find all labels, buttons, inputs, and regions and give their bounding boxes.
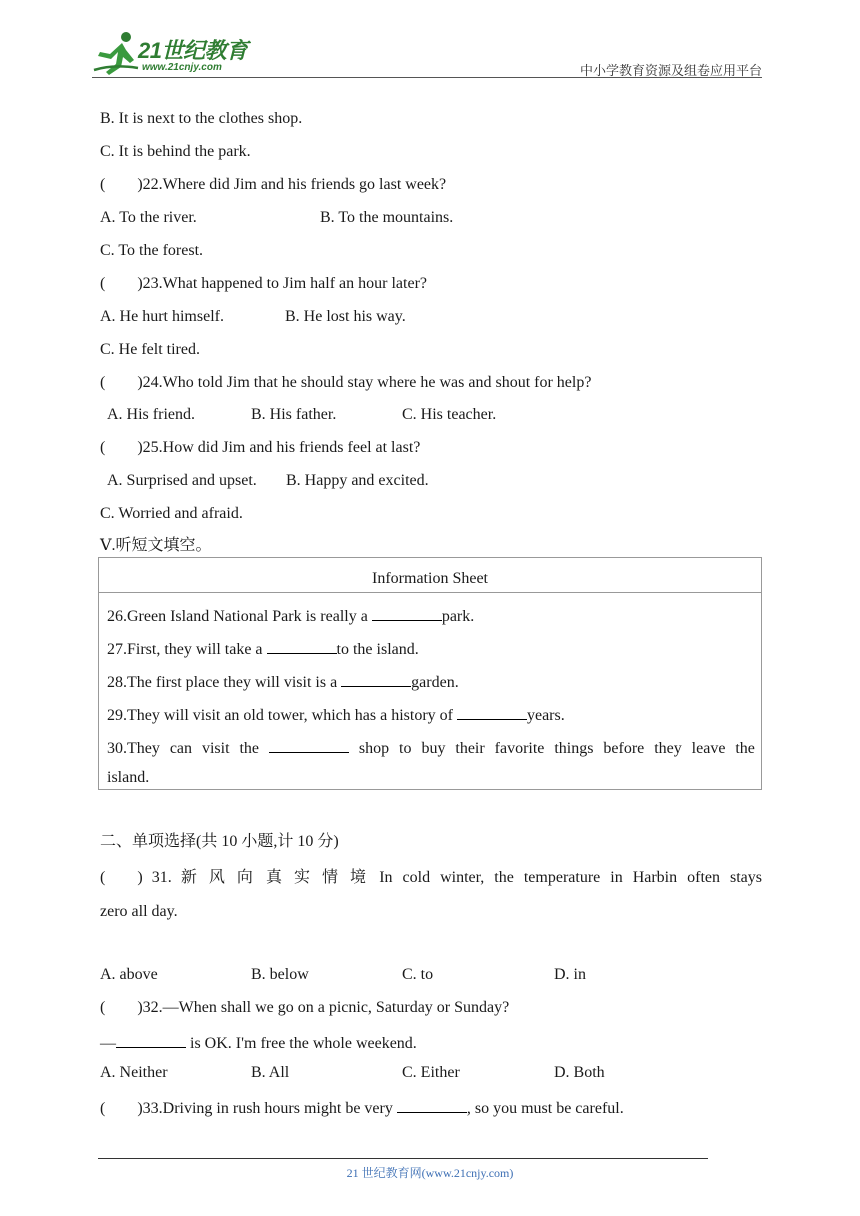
q22-option-a: A. To the river.: [100, 209, 197, 226]
section-5-title: Ⅴ.听短文填空。: [100, 537, 212, 554]
info-30-word: visit: [201, 740, 230, 757]
q31-text-2: zero all day.: [100, 903, 178, 920]
q22-question: [100, 175, 446, 195]
q21-option-b: B. It is next to the clothes shop.: [100, 110, 303, 127]
info-30-word: things: [554, 740, 594, 757]
answer-paren: ( ): [100, 374, 143, 391]
q32-response: [100, 1031, 417, 1054]
q32-response-text: is OK. I'm free the whole weekend.: [186, 1035, 417, 1052]
q25-option-a: A. Surprised and upset.: [107, 472, 257, 489]
info-30-word: to: [399, 740, 412, 757]
info-27-tail: to the island.: [336, 641, 419, 658]
q24-option-b: B. His father.: [251, 406, 337, 423]
blank-29[interactable]: [457, 703, 527, 720]
q24-option-c: C. His teacher.: [402, 406, 497, 423]
q23-option-c: C. He felt tired.: [100, 341, 200, 358]
info-30-word: can: [169, 740, 193, 757]
info-item-30-end: island.: [107, 769, 150, 786]
info-26-text: 26.Green Island National Park is really a: [107, 608, 372, 625]
q32-option-d: D. Both: [554, 1064, 605, 1081]
info-30-word: leave: [691, 740, 726, 757]
q25-option-b: B. Happy and excited.: [286, 472, 429, 489]
q23-option-b: B. He lost his way.: [285, 308, 406, 325]
info-item-28: [107, 670, 459, 693]
blank-30[interactable]: [269, 736, 349, 753]
page-header: [92, 30, 762, 78]
info-30-word: shop: [358, 740, 390, 757]
info-item-29: [107, 703, 565, 726]
footer-text: 21 世纪教育网(www.21cnjy.com): [346, 1166, 514, 1180]
info-30-word: buy: [421, 740, 446, 757]
q31-text-1: In cold winter, the temperature in Harbin often stays: [379, 869, 762, 886]
q32-dash: —: [100, 1035, 116, 1052]
header-divider: [92, 77, 762, 78]
info-27-text: 27.First, they will take a: [107, 641, 267, 658]
q21-option-c: C. It is behind the park.: [100, 143, 251, 160]
blank-28[interactable]: [341, 670, 411, 687]
q31-question: [100, 868, 762, 888]
info-29-tail: years.: [526, 707, 565, 724]
info-30-word: the: [239, 740, 259, 757]
logo-main-text: 21世纪教育: [138, 38, 248, 63]
info-30-word: before: [603, 740, 645, 757]
site-logo: [92, 30, 262, 78]
q33-text-tail: , so you must be careful.: [466, 1100, 624, 1117]
answer-paren: ( ): [100, 999, 143, 1016]
info-29-text: 29.They will visit an old tower, which has a history of: [107, 707, 457, 724]
q23-question: [100, 274, 427, 294]
q32-option-a: A. Neither: [100, 1064, 168, 1081]
answer-paren: ( ): [100, 176, 143, 193]
info-26-tail: park.: [441, 608, 475, 625]
q33-text: 33.Driving in rush hours might be very: [142, 1100, 397, 1117]
info-30-word: the: [735, 740, 755, 757]
answer-paren: ( ): [100, 275, 143, 292]
q31-tag-new-trend: 新 风 向: [180, 869, 257, 886]
information-sheet-title: Information Sheet: [99, 558, 761, 593]
q22-text: 22.Where did Jim and his friends go last week?: [142, 176, 447, 193]
footer-divider: [98, 1158, 708, 1159]
info-30-word: 30.They: [107, 740, 160, 757]
q22-option-c: C. To the forest.: [100, 242, 204, 259]
q25-question: [100, 438, 420, 458]
blank-27[interactable]: [267, 637, 337, 654]
info-item-26: [107, 604, 474, 627]
q22-option-b: B. To the mountains.: [320, 209, 454, 226]
info-item-30: [107, 736, 755, 759]
q31-tag-real-context: 真 实 情 境: [266, 869, 371, 886]
q31-option-b: B. below: [251, 966, 309, 983]
q25-text: 25.How did Jim and his friends feel at last?: [142, 439, 421, 456]
information-sheet-table: [98, 557, 762, 790]
q33-question: [100, 1096, 624, 1119]
blank-32[interactable]: [116, 1031, 186, 1048]
q31-option-a: A. above: [100, 966, 158, 983]
header-platform-text: 中小学教育资源及组卷应用平台: [579, 63, 762, 78]
answer-paren: ( ): [100, 1100, 143, 1117]
q31-option-c: C. to: [402, 966, 434, 983]
q31-option-d: D. in: [554, 966, 586, 983]
q32-option-b: B. All: [251, 1064, 290, 1081]
part-2-title: 二、单项选择(共 10 小题,计 10 分): [100, 833, 339, 850]
answer-paren: ( ): [100, 869, 143, 886]
q31-num: 31.: [151, 869, 172, 886]
q23-option-a: A. He hurt himself.: [100, 308, 224, 325]
info-28-tail: garden.: [411, 674, 459, 691]
info-30-word: they: [654, 740, 682, 757]
answer-paren: ( ): [100, 439, 143, 456]
q24-text: 24.Who told Jim that he should stay where he was and shout for help?: [142, 374, 592, 391]
info-28-text: 28.The first place they will visit is a: [107, 674, 342, 691]
logo-url-text: www.21cnjy.com: [142, 62, 222, 73]
blank-26[interactable]: [372, 604, 442, 621]
info-30-word: favorite: [494, 740, 545, 757]
info-item-27: [107, 637, 419, 660]
info-30-word: their: [455, 740, 485, 757]
blank-33[interactable]: [397, 1096, 467, 1113]
q32-text: 32.—When shall we go on a picnic, Saturday or Sunday?: [142, 999, 510, 1016]
q23-text: 23.What happened to Jim half an hour later?: [142, 275, 427, 292]
q24-option-a: A. His friend.: [107, 406, 195, 423]
q32-question: [100, 998, 509, 1018]
q32-option-c: C. Either: [402, 1064, 460, 1081]
q25-option-c: C. Worried and afraid.: [100, 505, 243, 522]
runner-logo-icon: [92, 30, 140, 76]
q24-question: [100, 373, 591, 393]
